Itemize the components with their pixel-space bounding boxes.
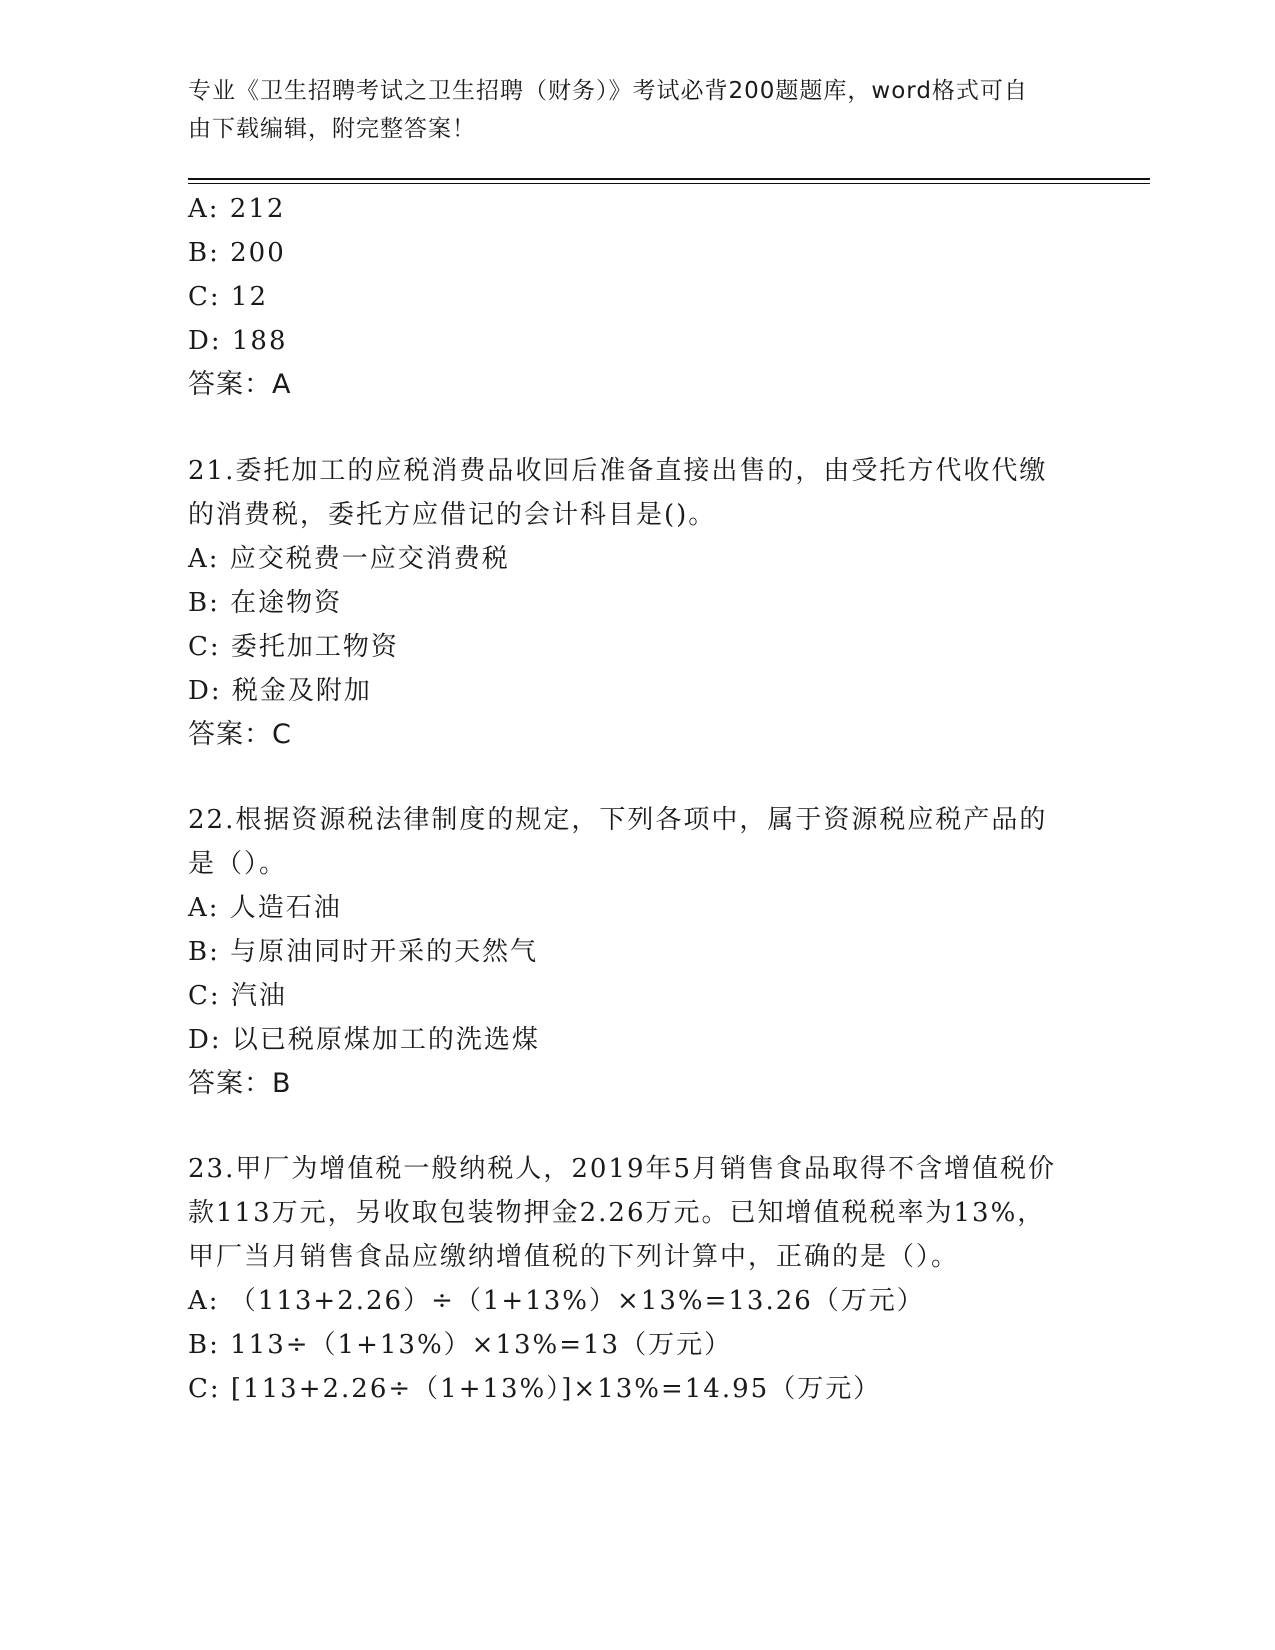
document-header xyxy=(188,72,1068,148)
prev-option-c: C: 12 xyxy=(188,282,269,312)
q22-option-d: D: 以已税原煤加工的洗选煤 xyxy=(188,1025,540,1055)
prev-option-d: D: 188 xyxy=(188,326,288,356)
q22-text-line-1: 22.根据资源税法律制度的规定，下列各项中，属于资源税应税产品的 xyxy=(188,805,1048,835)
q21-option-b: B: 在途物资 xyxy=(188,588,343,618)
q21-answer: 答案：C xyxy=(188,719,292,750)
header-line-1: 专业《卫生招聘考试之卫生招聘（财务）》考试必背200题题库，word格式可自 xyxy=(188,78,1028,104)
q21-option-a: A: 应交税费一应交消费税 xyxy=(188,544,510,574)
q23-text-line-3: 甲厂当月销售食品应缴纳增值税的下列计算中，正确的是（）。 xyxy=(188,1242,960,1272)
header-divider-thin xyxy=(188,183,1150,184)
q23-option-a: A: （113+2.26）÷（1+13%）×13%=13.26（万元） xyxy=(188,1286,925,1316)
q23-option-c: C: [113+2.26÷（1+13%）]×13%=14.95（万元） xyxy=(188,1374,882,1404)
q21-text-line-1: 21.委托加工的应税消费品收回后准备直接出售的，由受托方代收代缴 xyxy=(188,456,1048,486)
q22-answer: 答案：B xyxy=(188,1068,292,1099)
q21-option-d: D: 税金及附加 xyxy=(188,676,372,706)
q23-option-b: B: 113÷（1+13%）×13%=13（万元） xyxy=(188,1330,733,1360)
q22-text-line-2: 是（）。 xyxy=(188,849,288,879)
header-line-2: 由下载编辑，附完整答案！ xyxy=(188,116,476,142)
q22-option-a: A: 人造石油 xyxy=(188,893,342,923)
q22-option-b: B: 与原油同时开采的天然气 xyxy=(188,937,539,967)
prev-answer: 答案：A xyxy=(188,369,292,400)
q23-text-line-1: 23.甲厂为增值税一般纳税人，2019年5月销售食品取得不含增值税价 xyxy=(188,1154,1057,1184)
prev-option-b: B: 200 xyxy=(188,238,286,268)
header-divider-thick xyxy=(188,178,1150,180)
prev-option-a: A: 212 xyxy=(188,194,286,224)
q23-text-line-2: 款113万元，另收取包装物押金2.26万元。已知增值税税率为13%， xyxy=(188,1198,1046,1228)
q21-text-line-2: 的消费税，委托方应借记的会计科目是()。 xyxy=(188,500,717,530)
q22-option-c: C: 汽油 xyxy=(188,981,287,1011)
q21-option-c: C: 委托加工物资 xyxy=(188,632,399,662)
